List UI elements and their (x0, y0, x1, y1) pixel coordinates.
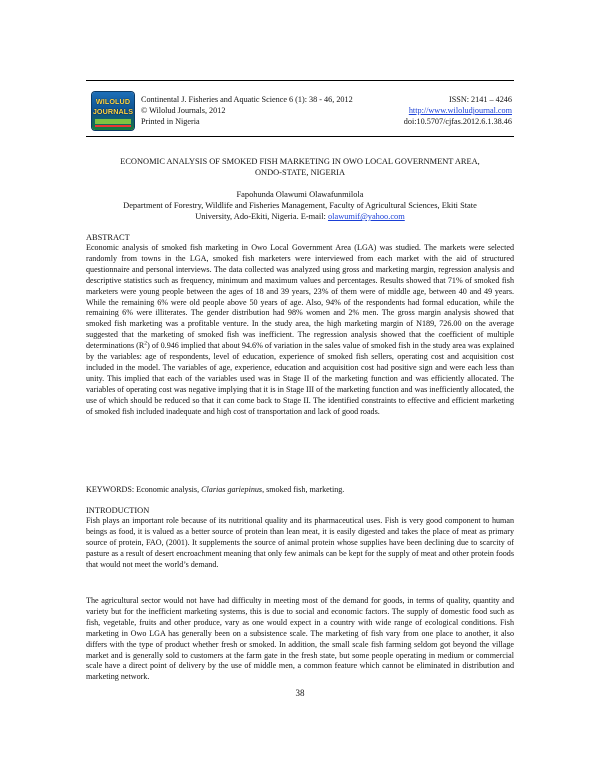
journal-citation: Continental J. Fisheries and Aquatic Science 6 (1): 38 - 46, 2012 (141, 95, 353, 104)
introduction-paragraph-1: Fish plays an important role because of its nutritional quality and its pharmaceutical uses. Fish is very good component to human beings as food, it is valued as a better source of protein than lean meat, it is easily digested and takes the place of meat as primary source of protein, FAO, (2001). It supplements the source of animal protein whose supplies have been declining due to scarcity of pasture as a result of desert encroachment meaning that only few animals can be kept for the supply of meat and other protein foods that would not meet the world’s demand. (86, 516, 514, 569)
journal-url-link[interactable]: http://www.wiloludjournal.com (408, 106, 512, 116)
author-name: Fapohunda Olawumi Olawafunmilola (236, 190, 364, 199)
logo-stripe (95, 119, 131, 124)
logo-stripe-red (95, 125, 131, 127)
r-squared-superscript: 2 (144, 340, 148, 347)
affiliation-line2-text: University, Ado-Ekiti, Nigeria. E-mail: (195, 212, 326, 221)
copyright-line: © Wilolud Journals, 2012 (141, 106, 226, 116)
abstract-text-part2: ) of 0.946 implied that about 94.6% of variation in the sales value of smoked fish in the study area was explained by the variables: age of respondents, level of education, experience of smoked fish sellers, operating cost and acquisition cost included in the model. The variables of age, experience, education and acquisition cost had positive sign and were each less than unity. This implied that each of the variables used was in Stage II of the marketing function and was efficiently allocated. The variables of operating cost was negative implying that it is in Stage III of the marketing function and was inefficiently allocated, the use of which should be reduced so that it can come back to Stage II. The identified constraints to effective and efficient marketing of smoked fish included inadequate and high cost of transportation and lack of good roads. (86, 341, 515, 416)
introduction-paragraph-2: The agricultural sector would not have had difficulty in meeting most of the demand for goods, in terms of quality, quantity and variety but for the inefficient marketing systems, this is due to social and economic factors. The supply of domestic food such as fish, vegetable, fruits and other produce, vary as one would expect in a country with wide range of ecological conditions. Fish marketing in Owo LGA has generally been on a subsistence scale. The marketing of fish vary from one place to another, it also differs with the type of product whether fresh or smoked. In addition, the small scale fish farming seldom got beyond the village market and is generally sold to customers at the farm gate in the fresh state, but some people operating in medium or commercial scale have a direct point of delivery by the use of middle men, a common feature which cannot be eliminated in distribution and marketing network. (86, 596, 514, 682)
paper-title-line2: ONDO-STATE, NIGERIA (254, 168, 346, 177)
header-top-rule (86, 80, 514, 81)
logo-text-line2: JOURNALS (92, 107, 134, 116)
affiliation-line1: Department of Forestry, Wildlife and Fisheries Management, Faculty of Agricultural Sciences, Ekiti State (123, 201, 477, 210)
logo-text-line1: WILOLUD (95, 97, 131, 106)
keywords-label: KEYWORDS: (86, 485, 135, 494)
printed-in-line: Printed in Nigeria (141, 117, 200, 127)
author-email-link[interactable]: olawumif@yahoo.com (327, 212, 405, 221)
keywords-before: Economic analysis, (136, 485, 200, 494)
abstract-heading: ABSTRACT (86, 233, 130, 242)
journal-logo-icon (92, 92, 134, 130)
header-identifiers (400, 94, 512, 128)
keywords-line (86, 485, 514, 496)
keywords-species: Clarias gariepinus (201, 485, 263, 494)
paper-title-line1: ECONOMIC ANALYSIS OF SMOKED FISH MARKETING IN OWO LOCAL GOVERNMENT AREA, (120, 157, 480, 166)
affiliation-line2 (86, 211, 514, 222)
issn: ISSN: 2141 – 4246 (448, 95, 512, 104)
keywords-after: , smoked fish, marketing. (262, 485, 345, 494)
header-citation (141, 94, 353, 128)
header-bottom-rule (86, 136, 514, 137)
introduction-heading: INTRODUCTION (86, 506, 150, 515)
abstract-text (86, 243, 514, 418)
abstract-text-part1: Economic analysis of smoked fish marketing in Owo Local Government Area (LGA) was studied. The markets were selected randomly from towns in the LGA, smoked fish marketers were interviewed from each market with the aid of structured questionnaire and personal interviews. The data collected was analyzed using gross and marketing margin, regression analysis and descriptive statistics such as frequency, minimum and maximum values and percentages. Results showed that 71% of smoked fish marketers were young people between the ages of 18 and 39 years, 23% of them were of middle age, between 40 and 49 years. While the remaining 6% were old people above 50 years of age. Also, 94% of the respondents had formal education, while the remaining 6% were illiterates. The gender distribution had 98% women and 2% men. The gross margin analysis showed that smoked fish marketing was a profitable venture. In the study area, the high marketing margin of N189, 726.00 on the average suggested that the marketing of smoked fish was inefficient. The regression analysis showed that the coefficient of multiple determinations (R (86, 243, 514, 351)
doi: doi:10.5707/cjfas.2012.6.1.38.46 (403, 117, 512, 127)
page-number: 38 (295, 688, 305, 698)
